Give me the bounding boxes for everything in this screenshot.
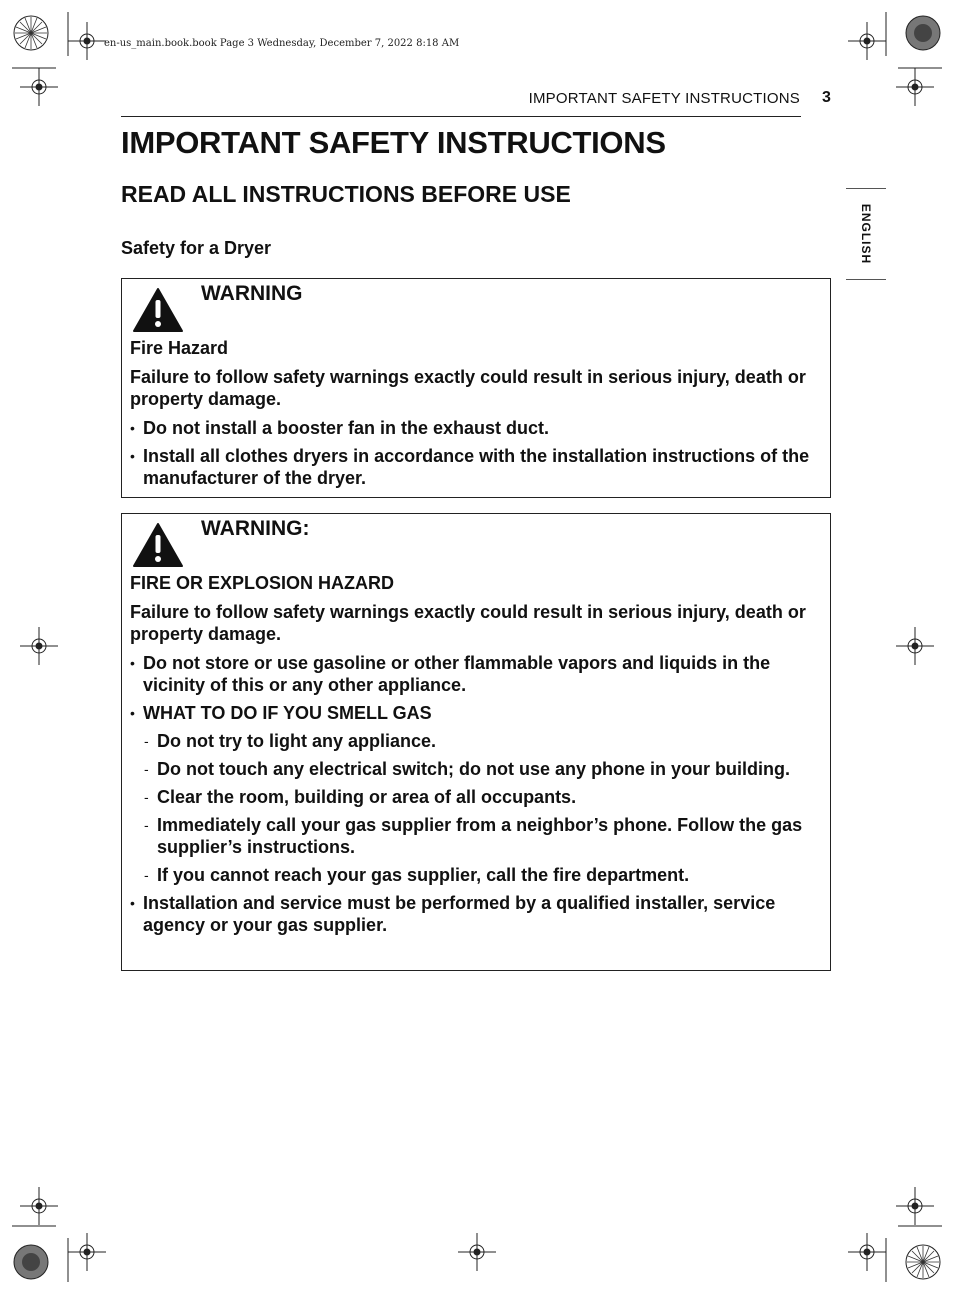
registration-crosshair-icon	[20, 627, 58, 665]
starburst-target-icon	[904, 14, 942, 52]
warning-body	[130, 337, 822, 495]
starburst-target-icon	[12, 14, 50, 52]
warning-heading: WARNING	[201, 282, 303, 305]
sub-list-item: - Clear the room, building or area of all occupants.	[130, 786, 822, 808]
header-divider	[121, 116, 801, 117]
subsection-title: Safety for a Dryer	[121, 238, 272, 258]
registration-crosshair-icon	[896, 68, 934, 106]
warning-triangle-icon	[132, 287, 184, 333]
warning-intro: Failure to follow safety warnings exactly could result in serious injury, death or property damage.	[130, 602, 806, 644]
warning-heading: WARNING:	[201, 517, 310, 540]
registration-crosshair-icon	[68, 1233, 106, 1271]
registration-crosshair-icon	[20, 68, 58, 106]
registration-crosshair-icon	[848, 22, 886, 60]
warning-triangle-icon	[132, 522, 184, 568]
list-item: • Do not install a booster fan in the exhaust duct.	[130, 417, 822, 439]
warning-body	[130, 572, 822, 942]
registration-crosshair-icon	[896, 1187, 934, 1225]
explosion-hazard-warning-box	[121, 513, 831, 971]
starburst-target-icon	[904, 1243, 942, 1281]
warning-intro: Failure to follow safety warnings exactly could result in serious injury, death or property damage.	[130, 367, 806, 409]
language-side-tab	[846, 188, 886, 280]
print-slug: en-us_main.book.book Page 3 Wednesday, December 7, 2022 8:18 AM	[104, 38, 460, 49]
sub-list-item: - Do not touch any electrical switch; do not use any phone in your building.	[130, 758, 822, 780]
fire-hazard-warning-box	[121, 278, 831, 498]
section-title: READ ALL INSTRUCTIONS BEFORE USE	[121, 181, 571, 207]
list-item: • Do not store or use gasoline or other flammable vapors and liquids in the vicinity of this or any other appliance.	[130, 652, 822, 696]
registration-crosshair-icon	[896, 627, 934, 665]
list-item: • WHAT TO DO IF YOU SMELL GAS	[130, 702, 822, 724]
list-item: • Installation and service must be performed by a qualified installer, service agency or your gas supplier.	[130, 892, 822, 936]
sub-list-item: - If you cannot reach your gas supplier, call the fire department.	[130, 864, 822, 886]
language-label: ENGLISH	[859, 203, 873, 265]
registration-crosshair-icon	[20, 1187, 58, 1225]
hazard-title: Fire Hazard	[130, 338, 229, 358]
registration-crosshair-icon	[848, 1233, 886, 1271]
hazard-title: FIRE OR EXPLOSION HAZARD	[130, 573, 395, 593]
registration-crosshair-icon	[68, 22, 106, 60]
starburst-target-icon	[12, 1243, 50, 1281]
page-title: IMPORTANT SAFETY INSTRUCTIONS	[121, 125, 666, 160]
page-number: 3	[822, 89, 831, 106]
registration-crosshair-icon	[458, 1233, 496, 1271]
list-item: • Install all clothes dryers in accordance with the installation instructions of the manufacturer of the dryer.	[130, 445, 822, 489]
sub-list-item: - Do not try to light any appliance.	[130, 730, 822, 752]
sub-list-item: - Immediately call your gas supplier from a neighbor’s phone. Follow the gas supplier’s instructions.	[130, 814, 822, 858]
running-header-title: IMPORTANT SAFETY INSTRUCTIONS	[528, 90, 800, 107]
